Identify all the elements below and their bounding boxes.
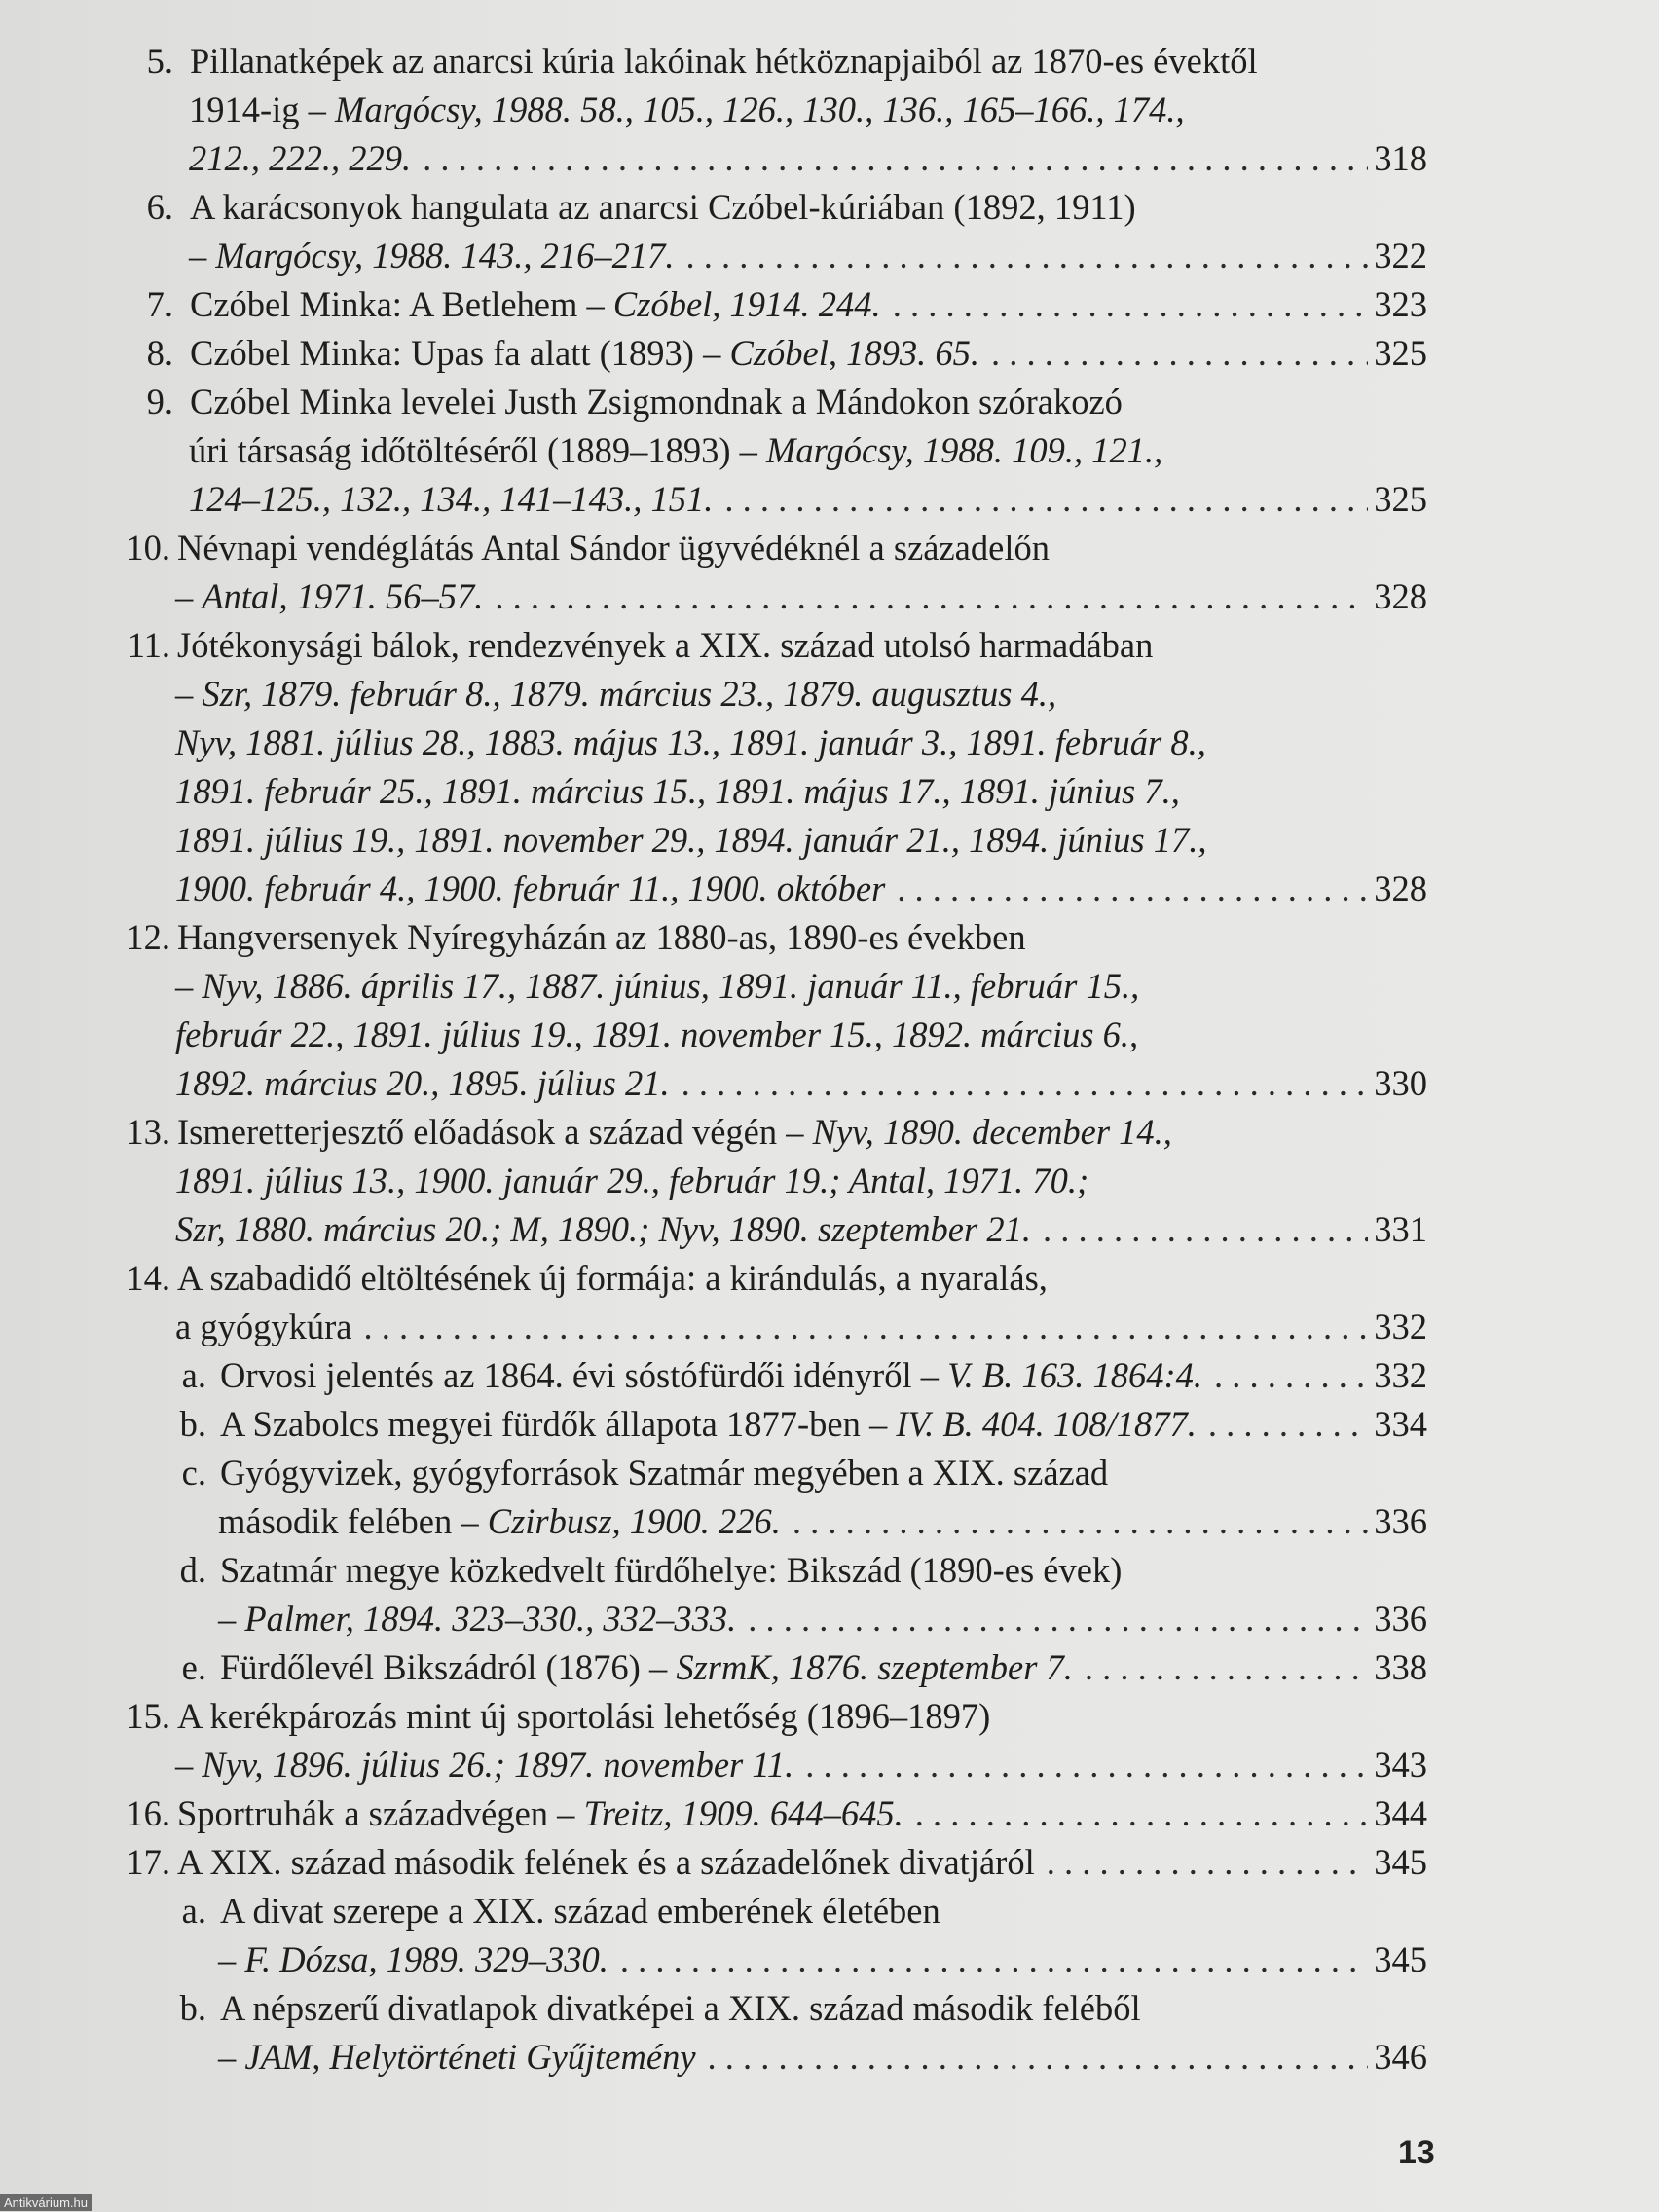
toc-page-ref: 328 xyxy=(1374,868,1427,908)
dot-leader xyxy=(893,280,1369,329)
entry-title: A XIX. század második felének és a századelőnek divatjáról xyxy=(177,1842,1035,1882)
entry-citation: 1892. március 20., 1895. július 21. xyxy=(175,1063,670,1103)
toc-line xyxy=(0,1254,1659,1303)
dot-leader xyxy=(423,134,1368,183)
entry-title: – xyxy=(218,2037,245,2077)
entry-title: Névnapi vendéglátás Antal Sándor ügyvédéknél a századelőn xyxy=(177,528,1050,568)
toc-line xyxy=(0,1595,1659,1643)
entry-citation: Nyv, 1881. július 28., 1883. május 13., 1891. január 3., 1891. február 8., xyxy=(175,722,1206,762)
toc-page-ref: 334 xyxy=(1374,1404,1427,1444)
entry-title: – xyxy=(175,674,203,714)
entry-citation: 1891. július 19., 1891. november 29., 1894. január 21., 1894. június 17., xyxy=(175,820,1207,860)
toc-entry-text xyxy=(175,1205,1427,1254)
entry-title: Czóbel Minka: A Betlehem – xyxy=(190,284,613,324)
toc-line xyxy=(0,816,1659,865)
toc-entry-text xyxy=(177,913,1026,962)
toc-line xyxy=(0,183,1659,232)
toc-line xyxy=(0,1936,1659,1984)
toc-entry-text xyxy=(220,1984,1141,2033)
entry-citation: Nyv, 1890. december 14., xyxy=(812,1112,1172,1152)
entry-citation: F. Dózsa, 1989. 329–330. xyxy=(244,1939,608,1979)
toc-page-ref: 331 xyxy=(1374,1209,1427,1249)
toc-line xyxy=(0,865,1659,913)
toc-subentry-letter: a. xyxy=(181,1355,206,1395)
toc-subentry-letter: e. xyxy=(181,1647,206,1687)
dot-leader xyxy=(708,2033,1369,2082)
toc-line xyxy=(0,962,1659,1011)
entry-title: A kerékpározás mint új sportolási lehetőség (1896–1897) xyxy=(177,1696,991,1736)
toc-entry-text xyxy=(190,378,1123,426)
toc-entry-text xyxy=(189,475,1427,524)
entry-title: A Szabolcs megyei fürdők állapota 1877-ben – xyxy=(220,1404,897,1444)
toc-page-ref: 343 xyxy=(1374,1745,1427,1785)
toc-entry-number: 15. xyxy=(126,1696,170,1736)
entry-citation: február 22., 1891. július 19., 1891. november 15., 1892. március 6., xyxy=(175,1014,1139,1054)
toc-page-ref: 332 xyxy=(1374,1355,1427,1395)
toc-entry-text xyxy=(175,1303,1427,1351)
entry-citation: 124–125., 132., 134., 141–143., 151. xyxy=(189,479,714,519)
toc-entry-text xyxy=(218,2033,1427,2082)
toc-entry-text xyxy=(177,1692,990,1741)
toc-entry-text xyxy=(220,1887,940,1936)
toc-subentry-letter: a. xyxy=(181,1891,206,1931)
dot-leader xyxy=(991,329,1368,378)
entry-title: – xyxy=(175,576,203,616)
toc-entry-text xyxy=(177,1108,1172,1157)
toc-entry-number: 8. xyxy=(146,333,173,373)
entry-citation: Treitz, 1909. 644–645. xyxy=(583,1793,903,1833)
entry-citation: Nyv, 1886. április 17., 1887. június, 1891. január 11., február 15., xyxy=(202,966,1140,1006)
toc-entry-text xyxy=(220,1449,1108,1497)
entry-title: – xyxy=(218,1599,245,1639)
toc-entry-text xyxy=(177,524,1050,572)
dot-leader xyxy=(495,572,1368,621)
toc-entry-text xyxy=(218,1497,1427,1546)
toc-line xyxy=(0,1984,1659,2033)
dot-leader xyxy=(682,1059,1369,1108)
entry-title: Ismeretterjesztő előadások a század végén – xyxy=(177,1112,813,1152)
dot-leader xyxy=(363,1303,1368,1351)
toc-entry-text xyxy=(189,134,1427,183)
toc-entry-text xyxy=(175,767,1180,816)
entry-citation: Szr, 1879. február 8., 1879. március 23., 1879. augusztus 4., xyxy=(202,674,1057,714)
entry-title: – xyxy=(189,236,216,276)
watermark: Antikvárium.hu xyxy=(0,2194,92,2211)
toc-entry-text xyxy=(175,1157,1088,1205)
entry-citation: Margócsy, 1988. 143., 216–217. xyxy=(215,236,675,276)
toc-subentry-letter: b. xyxy=(179,1404,206,1444)
toc-entry-text xyxy=(220,1400,1427,1449)
toc-page-ref: 344 xyxy=(1374,1793,1427,1833)
toc-page-ref: 325 xyxy=(1374,479,1427,519)
entry-citation: 1891. július 13., 1900. január 29., február 19.; Antal, 1971. 70.; xyxy=(175,1161,1089,1200)
toc-line xyxy=(0,378,1659,426)
entry-citation: Antal, 1971. 56–57. xyxy=(202,576,484,616)
toc-entry-text xyxy=(177,1789,1427,1838)
toc-subentry-letter: c. xyxy=(181,1453,206,1493)
toc-entry-text xyxy=(190,37,1258,86)
entry-citation: Szr, 1880. március 20.; M, 1890.; Nyv, 1890. szeptember 21. xyxy=(175,1209,1031,1249)
entry-citation: IV. B. 404. 108/1877. xyxy=(896,1404,1197,1444)
toc-entry-number: 12. xyxy=(126,917,170,957)
dot-leader xyxy=(1043,1205,1368,1254)
toc-page-ref: 323 xyxy=(1374,284,1427,324)
dot-leader xyxy=(1047,1838,1369,1887)
toc-line xyxy=(0,670,1659,719)
toc-entry-text xyxy=(175,962,1139,1011)
entry-citation: Margócsy, 1988. 109., 121., xyxy=(766,430,1163,470)
entry-title: – xyxy=(218,1939,245,1979)
table-of-contents xyxy=(0,37,1659,2082)
toc-entry-text xyxy=(218,1936,1427,1984)
toc-entry-number: 16. xyxy=(126,1793,170,1833)
toc-entry-text xyxy=(175,670,1056,719)
toc-line xyxy=(0,1303,1659,1351)
dot-leader xyxy=(897,865,1368,913)
toc-entry-text xyxy=(175,865,1427,913)
entry-title: – xyxy=(175,1745,203,1785)
dot-leader xyxy=(1085,1643,1368,1692)
toc-subentry-letter: d. xyxy=(179,1550,206,1590)
entry-title: Sportruhák a századvégen – xyxy=(177,1793,584,1833)
entry-citation: 212., 222., 229. xyxy=(189,138,412,178)
toc-line xyxy=(0,1351,1659,1400)
toc-entry-number: 13. xyxy=(126,1112,170,1152)
entry-title: Czóbel Minka levelei Justh Zsigmondnak a Mándokon szórakozó xyxy=(190,382,1123,422)
toc-page-ref: 338 xyxy=(1374,1647,1427,1687)
toc-entry-text xyxy=(175,1011,1138,1059)
toc-entry-text xyxy=(220,1546,1122,1595)
toc-page-ref: 336 xyxy=(1374,1599,1427,1639)
toc-entry-number: 14. xyxy=(126,1258,170,1298)
toc-line xyxy=(0,767,1659,816)
toc-page-ref: 332 xyxy=(1374,1307,1427,1346)
toc-entry-text xyxy=(175,719,1206,767)
toc-page-ref: 336 xyxy=(1374,1501,1427,1541)
toc-line xyxy=(0,1692,1659,1741)
toc-line xyxy=(0,621,1659,670)
toc-entry-text xyxy=(218,1595,1427,1643)
dot-leader xyxy=(724,475,1368,524)
entry-title: Gyógyvizek, gyógyforrások Szatmár megyében a XIX. század xyxy=(220,1453,1109,1493)
entry-citation: Margócsy, 1988. 58., 105., 126., 130., 136., 165–166., 174., xyxy=(335,90,1185,129)
toc-entry-text xyxy=(175,1741,1427,1789)
toc-line xyxy=(0,572,1659,621)
dot-leader xyxy=(620,1936,1368,1984)
entry-citation: Czóbel, 1893. 65. xyxy=(729,333,979,373)
entry-title: második felében – xyxy=(218,1501,488,1541)
entry-title: a gyógykúra xyxy=(175,1307,352,1346)
toc-line xyxy=(0,134,1659,183)
toc-line xyxy=(0,1887,1659,1936)
entry-title: A szabadidő eltöltésének új formája: a kirándulás, a nyaralás, xyxy=(177,1258,1048,1298)
toc-entry-number: 10. xyxy=(126,528,170,568)
toc-entry-text xyxy=(177,1838,1427,1887)
dot-leader xyxy=(748,1595,1368,1643)
entry-citation: JAM, Helytörténeti Gyűjtemény xyxy=(244,2037,696,2077)
toc-entry-text xyxy=(175,572,1427,621)
toc-entry-number: 17. xyxy=(126,1842,170,1882)
toc-line xyxy=(0,37,1659,86)
toc-entry-text xyxy=(190,183,1136,232)
entry-title: úri társaság időtöltéséről (1889–1893) – xyxy=(189,430,767,470)
toc-line xyxy=(0,1449,1659,1497)
entry-title: 1914-ig – xyxy=(189,90,336,129)
toc-line xyxy=(0,86,1659,134)
toc-page-ref: 346 xyxy=(1374,2037,1427,2077)
toc-line xyxy=(0,426,1659,475)
toc-line xyxy=(0,2033,1659,2082)
toc-line xyxy=(0,232,1659,280)
toc-entry-number: 11. xyxy=(127,625,170,665)
entry-title: A karácsonyok hangulata az anarcsi Czóbel-kúriában (1892, 1911) xyxy=(190,187,1136,227)
toc-line xyxy=(0,1059,1659,1108)
toc-page-ref: 325 xyxy=(1374,333,1427,373)
entry-title: – xyxy=(175,966,203,1006)
toc-line xyxy=(0,1643,1659,1692)
toc-line xyxy=(0,1157,1659,1205)
entry-title: Szatmár megye közkedvelt fürdőhelye: Bikszád (1890-es évek) xyxy=(220,1550,1123,1590)
toc-line xyxy=(0,1400,1659,1449)
toc-entry-text xyxy=(175,1059,1427,1108)
entry-title: Jótékonysági bálok, rendezvények a XIX. század utolsó harmadában xyxy=(177,625,1154,665)
toc-line xyxy=(0,1838,1659,1887)
entry-title: Orvosi jelentés az 1864. évi sóstófürdői idényről – xyxy=(220,1355,948,1395)
entry-title: Czóbel Minka: Upas fa alatt (1893) – xyxy=(190,333,730,373)
entry-title: Pillanatképek az anarcsi kúria lakóinak hétköznapjaiból az 1870-es évektől xyxy=(190,41,1258,81)
entry-title: Hangversenyek Nyíregyházán az 1880-as, 1890-es években xyxy=(177,917,1026,957)
dot-leader xyxy=(915,1789,1368,1838)
dot-leader xyxy=(1208,1400,1368,1449)
entry-citation: Nyv, 1896. július 26.; 1897. november 11. xyxy=(202,1745,794,1785)
entry-citation: 1891. február 25., 1891. március 15., 1891. május 17., 1891. június 7., xyxy=(175,771,1180,811)
toc-entry-text xyxy=(175,816,1207,865)
toc-line xyxy=(0,1789,1659,1838)
dot-leader xyxy=(685,232,1368,280)
toc-entry-text xyxy=(220,1643,1427,1692)
toc-entry-number: 6. xyxy=(146,187,173,227)
toc-page-ref: 328 xyxy=(1374,576,1427,616)
entry-title: A divat szerepe a XIX. század emberének életében xyxy=(220,1891,940,1931)
entry-citation: Palmer, 1894. 323–330., 332–333. xyxy=(244,1599,737,1639)
toc-entry-number: 5. xyxy=(146,41,173,81)
toc-line xyxy=(0,1497,1659,1546)
dot-leader xyxy=(1214,1351,1368,1400)
entry-citation: V. B. 163. 1864:4. xyxy=(947,1355,1203,1395)
toc-page-ref: 322 xyxy=(1374,236,1427,276)
toc-subentry-letter: b. xyxy=(179,1988,206,2028)
toc-line xyxy=(0,524,1659,572)
toc-line xyxy=(0,1205,1659,1254)
toc-entry-text xyxy=(189,86,1185,134)
toc-line xyxy=(0,329,1659,378)
toc-line xyxy=(0,1011,1659,1059)
toc-line xyxy=(0,1108,1659,1157)
toc-entry-number: 9. xyxy=(146,382,173,422)
toc-entry-text xyxy=(177,1254,1048,1303)
toc-line xyxy=(0,475,1659,524)
toc-page-ref: 345 xyxy=(1374,1842,1427,1882)
entry-title: Fürdőlevél Bikszádról (1876) – xyxy=(220,1647,677,1687)
dot-leader xyxy=(805,1741,1368,1789)
toc-line xyxy=(0,280,1659,329)
toc-page-ref: 330 xyxy=(1374,1063,1427,1103)
dot-leader xyxy=(793,1497,1368,1546)
toc-line xyxy=(0,1741,1659,1789)
entry-citation: 1900. február 4., 1900. február 11., 1900. október xyxy=(175,868,886,908)
toc-entry-number: 7. xyxy=(146,284,173,324)
toc-page-ref: 318 xyxy=(1374,138,1427,178)
toc-line xyxy=(0,1546,1659,1595)
entry-title: A népszerű divatlapok divatképei a XIX. század második feléből xyxy=(220,1988,1141,2028)
toc-entry-text xyxy=(189,232,1427,280)
toc-entry-text xyxy=(190,280,1427,329)
toc-entry-text xyxy=(177,621,1153,670)
toc-page-ref: 345 xyxy=(1374,1939,1427,1979)
toc-line xyxy=(0,913,1659,962)
toc-entry-text xyxy=(189,426,1162,475)
page-number: 13 xyxy=(1398,2134,1435,2171)
entry-citation: SzrmK, 1876. szeptember 7. xyxy=(676,1647,1073,1687)
toc-entry-text xyxy=(190,329,1427,378)
toc-line xyxy=(0,719,1659,767)
entry-citation: Czirbusz, 1900. 226. xyxy=(487,1501,781,1541)
toc-entry-text xyxy=(220,1351,1427,1400)
entry-citation: Czóbel, 1914. 244. xyxy=(612,284,881,324)
